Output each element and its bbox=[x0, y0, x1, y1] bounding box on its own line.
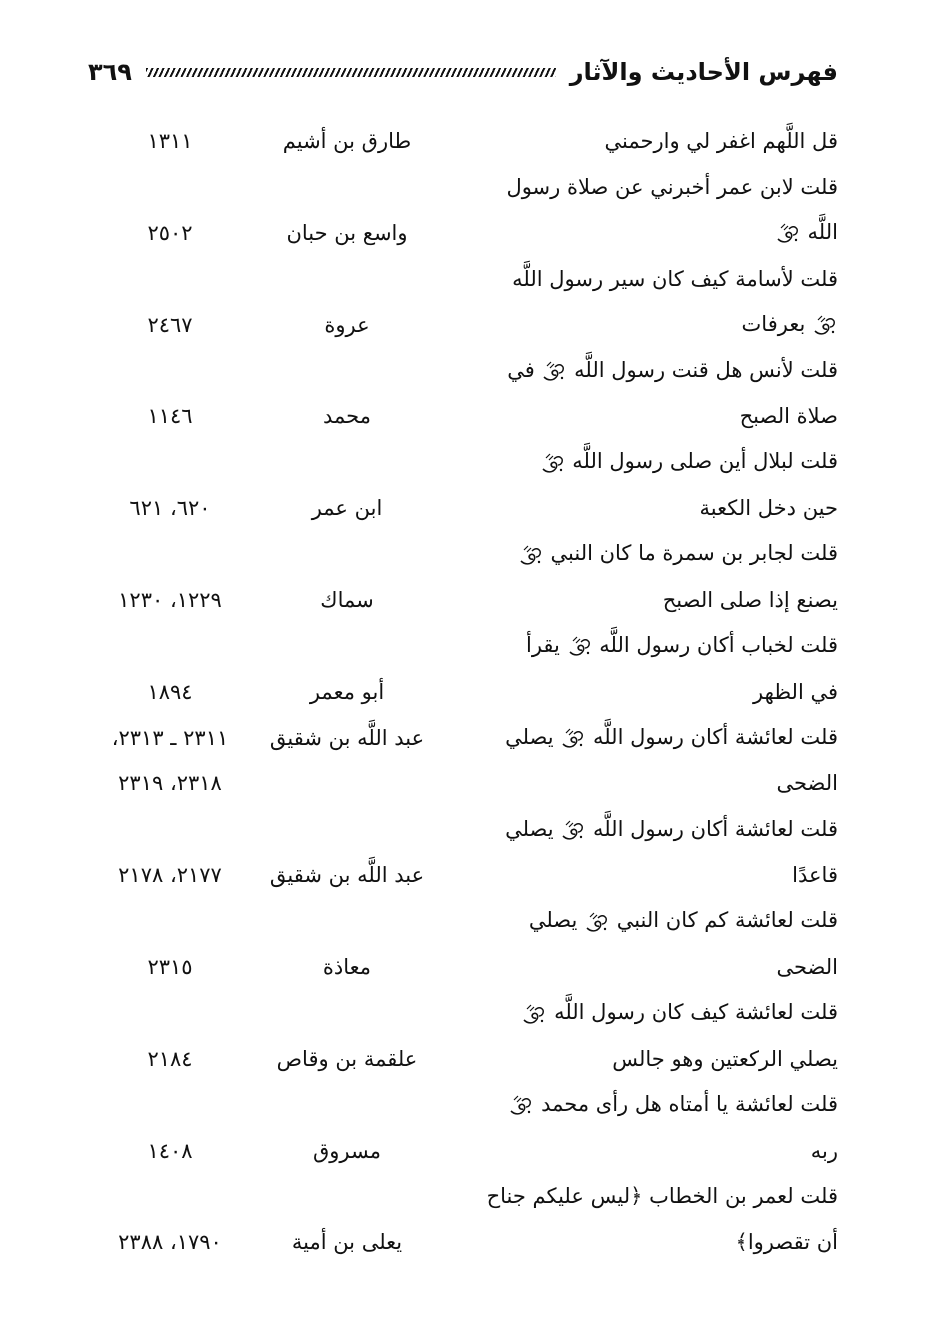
hadith-reference-number: ٢٣١٥ bbox=[147, 954, 193, 979]
hadith-reference-number: ٦٢٠، ٦٢١ bbox=[129, 496, 211, 521]
hadith-reference-number: ١٧٩٠، ٢٣٨٨ bbox=[118, 1230, 222, 1255]
index-line bbox=[88, 1128, 838, 1174]
hadith-reference-number: ٢٣١١ ـ ٢٣١٣، bbox=[111, 725, 229, 750]
index-line bbox=[88, 347, 838, 393]
narrator-name: معاذة bbox=[322, 954, 372, 979]
hadith-reference-number: ٢٣١٨، ٢٣١٩ bbox=[118, 771, 222, 796]
hadith-text bbox=[442, 725, 838, 751]
hadith-text bbox=[442, 588, 838, 612]
hadith-text-segment: الضحى bbox=[776, 954, 838, 979]
salla-allahu-alayhi-wa-sallam-icon bbox=[584, 910, 610, 934]
narrator-name: عبد اللَّه بن شقيق bbox=[269, 725, 425, 750]
hadith-text bbox=[442, 1047, 838, 1071]
salla-allahu-alayhi-wa-sallam-icon bbox=[812, 313, 838, 337]
index-line bbox=[88, 898, 838, 944]
index-line bbox=[88, 1219, 838, 1265]
salla-allahu-alayhi-wa-sallam-icon bbox=[521, 1002, 547, 1026]
hadith-reference-number: ١٤٠٨ bbox=[147, 1138, 193, 1163]
narrator-name: واسع بن حبان bbox=[286, 220, 408, 245]
narrator-name: علقمة بن وقاص bbox=[276, 1046, 418, 1071]
hadith-text-segment: يصلي bbox=[505, 724, 554, 749]
hadith-text bbox=[442, 908, 838, 934]
index-line bbox=[88, 990, 838, 1036]
hadith-text bbox=[442, 1000, 838, 1026]
hadith-reference-number: ٢١٨٤ bbox=[147, 1046, 193, 1071]
salla-allahu-alayhi-wa-sallam-icon bbox=[518, 543, 544, 567]
hadith-text-segment: قلت لأنس هل قنت رسول اللَّه bbox=[574, 357, 838, 382]
hadith-text-segment: صلاة الصبح bbox=[739, 404, 838, 429]
hadith-text-segment: في الظهر bbox=[753, 679, 838, 704]
hadith-reference-number: ١١٤٦ bbox=[147, 404, 193, 429]
hadith-text bbox=[442, 817, 838, 843]
narrator-name: عروة bbox=[324, 312, 370, 337]
hadith-text bbox=[442, 129, 838, 153]
index-line bbox=[88, 531, 838, 577]
hadith-text-segment: قلت لأسامة كيف كان سير رسول اللَّه bbox=[512, 266, 838, 291]
salla-allahu-alayhi-wa-sallam-icon bbox=[775, 221, 801, 245]
hadith-text-segment: قاعدًا bbox=[792, 863, 838, 888]
hadith-text-segment: أن تقصروا﴾ bbox=[735, 1230, 838, 1255]
hadith-text bbox=[442, 771, 838, 795]
hadith-reference-number: ١٣١١ bbox=[147, 128, 193, 153]
narrator-name: طارق بن أشيم bbox=[282, 128, 412, 153]
hadith-text bbox=[442, 449, 838, 475]
narrator-name: مسروق bbox=[312, 1138, 381, 1163]
index-line bbox=[88, 210, 838, 256]
narrator-name: ابن عمر bbox=[311, 496, 383, 521]
index-line bbox=[88, 256, 838, 302]
narrator-name: سماك bbox=[320, 587, 374, 612]
page-header bbox=[88, 50, 838, 94]
index-line bbox=[88, 393, 838, 439]
hadith-text bbox=[442, 1139, 838, 1163]
hadith-text-segment: قلت لعائشة أكان رسول اللَّه bbox=[592, 816, 838, 841]
salla-allahu-alayhi-wa-sallam-icon bbox=[560, 818, 586, 842]
index-line bbox=[88, 715, 838, 761]
hadith-text bbox=[442, 404, 838, 428]
hadith-text-segment: يصلي bbox=[505, 816, 554, 841]
hadith-text bbox=[442, 955, 838, 979]
hadith-text-segment: قلت لابن عمر أخبرني عن صلاة رسول bbox=[506, 174, 838, 199]
hadith-text bbox=[442, 680, 838, 704]
page-number: ٣٦٩ bbox=[88, 58, 132, 86]
hadith-text-segment: قلت لعمر بن الخطاب ﴿ليس عليكم جناح bbox=[486, 1184, 838, 1209]
hadith-text-segment: قلت لعائشة كم كان النبي bbox=[616, 908, 838, 933]
hadith-text bbox=[442, 1184, 838, 1208]
hadith-reference-number: ١٢٢٩، ١٢٣٠ bbox=[118, 587, 222, 612]
hadith-text-segment: يقرأ bbox=[526, 632, 560, 657]
narrator-name: عبد اللَّه بن شقيق bbox=[269, 863, 425, 888]
hadith-text-segment: قلت لعائشة يا أمتاه هل رأى محمد bbox=[541, 1091, 838, 1116]
hadith-reference-number: ٢١٧٧، ٢١٧٨ bbox=[118, 863, 222, 888]
index-line bbox=[88, 852, 838, 898]
index-line bbox=[88, 760, 838, 806]
index-line bbox=[88, 302, 838, 348]
hadith-reference-number: ٢٤٦٧ bbox=[147, 312, 193, 337]
hadith-text bbox=[442, 358, 838, 384]
hadith-text-segment: يصنع إذا صلى الصبح bbox=[662, 587, 838, 612]
hadith-reference-number: ٢٥٠٢ bbox=[147, 220, 193, 245]
hadith-text bbox=[442, 633, 838, 659]
hadith-index-list bbox=[88, 118, 838, 1265]
hadith-text-segment: ربه bbox=[810, 1138, 838, 1163]
hadith-text-segment: قلت لبلال أين صلى رسول اللَّه bbox=[572, 449, 838, 474]
salla-allahu-alayhi-wa-sallam-icon bbox=[541, 359, 567, 383]
hadith-text-segment: قلت لخباب أكان رسول اللَّه bbox=[599, 632, 838, 657]
salla-allahu-alayhi-wa-sallam-icon bbox=[540, 451, 566, 475]
salla-allahu-alayhi-wa-sallam-icon bbox=[560, 726, 586, 750]
hadith-text bbox=[442, 267, 838, 291]
index-line bbox=[88, 669, 838, 715]
hadith-text-segment: يصلي الركعتين وهو جالس bbox=[612, 1046, 838, 1071]
index-line bbox=[88, 164, 838, 210]
hadith-text-segment: في bbox=[507, 357, 535, 382]
hadith-text bbox=[442, 312, 838, 338]
hadith-text-segment: قلت لجابر بن سمرة ما كان النبي bbox=[550, 541, 838, 566]
hadith-text bbox=[442, 175, 838, 199]
hadith-text bbox=[442, 220, 838, 246]
salla-allahu-alayhi-wa-sallam-icon bbox=[508, 1093, 534, 1117]
index-line bbox=[88, 623, 838, 669]
hadith-text-segment: الضحى bbox=[776, 771, 838, 796]
index-line bbox=[88, 577, 838, 623]
header-ornamental-rule bbox=[146, 68, 556, 77]
salla-allahu-alayhi-wa-sallam-icon bbox=[567, 634, 593, 658]
hadith-text-segment: بعرفات bbox=[741, 311, 806, 336]
hadith-text-segment: قلت لعائشة كيف كان رسول اللَّه bbox=[554, 1000, 838, 1025]
narrator-name: يعلى بن أمية bbox=[291, 1230, 403, 1255]
hadith-text-segment: يصلي bbox=[528, 908, 578, 933]
index-line bbox=[88, 485, 838, 531]
index-line bbox=[88, 944, 838, 990]
hadith-text bbox=[442, 541, 838, 567]
hadith-text bbox=[442, 1230, 838, 1254]
hadith-text-segment: اللَّه bbox=[807, 219, 838, 244]
index-line bbox=[88, 118, 838, 164]
hadith-text bbox=[442, 1092, 838, 1118]
running-title: فهرس الأحاديث والآثار bbox=[569, 58, 838, 86]
index-line bbox=[88, 1173, 838, 1219]
index-line bbox=[88, 1036, 838, 1082]
narrator-name: أبو معمر bbox=[309, 679, 385, 704]
hadith-text bbox=[442, 496, 838, 520]
hadith-text bbox=[442, 863, 838, 887]
index-line bbox=[88, 439, 838, 485]
index-line bbox=[88, 806, 838, 852]
narrator-name: محمد bbox=[323, 404, 371, 429]
hadith-text-segment: حين دخل الكعبة bbox=[699, 496, 838, 521]
index-line bbox=[88, 1082, 838, 1128]
hadith-reference-number: ١٨٩٤ bbox=[147, 679, 193, 704]
hadith-text-segment: قل اللَّهم اغفر لي وارحمني bbox=[604, 128, 838, 153]
hadith-text-segment: قلت لعائشة أكان رسول اللَّه bbox=[592, 724, 838, 749]
